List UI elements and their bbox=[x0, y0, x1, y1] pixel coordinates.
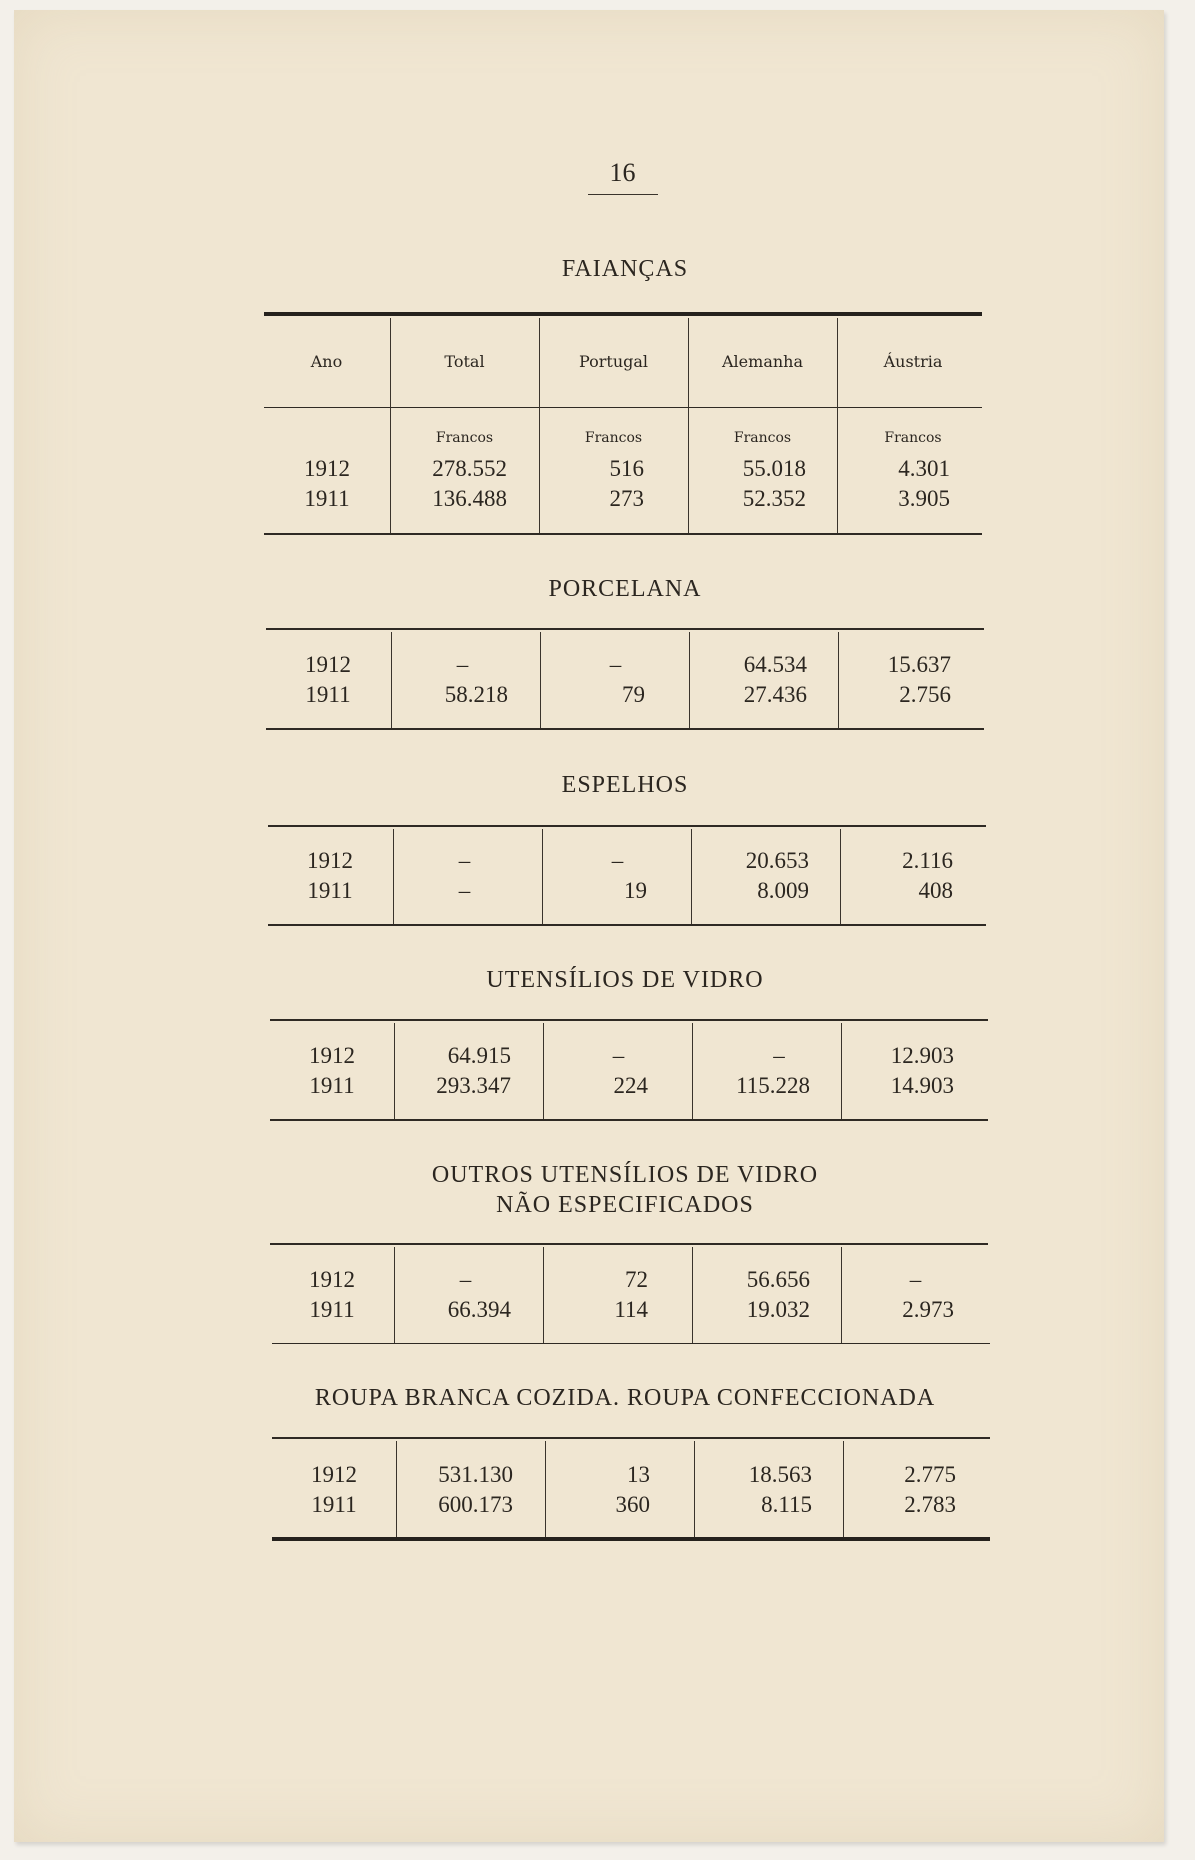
row-year: 1912 bbox=[309, 1267, 355, 1292]
unit-label-alemanha: Francos bbox=[733, 430, 792, 446]
section-top-rule bbox=[266, 628, 984, 630]
column-divider bbox=[694, 1441, 695, 1537]
column-divider bbox=[393, 829, 394, 925]
column-divider bbox=[692, 1023, 693, 1119]
section-title-outros-line-2: NÃO ESPECIFICADOS bbox=[496, 1192, 754, 1218]
section-bottom-rule bbox=[268, 924, 986, 926]
column-divider bbox=[540, 632, 541, 728]
column-divider bbox=[542, 829, 543, 925]
cell-austria: 14.903 bbox=[890, 1073, 954, 1098]
section-title-faiancas: FAIANÇAS bbox=[561, 256, 689, 282]
column-divider bbox=[843, 1441, 844, 1537]
page-number-underline bbox=[588, 194, 658, 195]
cell-alemanha: 20.653 bbox=[745, 848, 809, 873]
cell-total: 64.915 bbox=[447, 1043, 511, 1068]
cell-austria: 2.756 bbox=[899, 682, 951, 707]
cell-alemanha: 55.018 bbox=[742, 456, 806, 481]
cell-austria: 2.116 bbox=[902, 848, 953, 873]
page-number: 16 bbox=[609, 158, 636, 187]
column-header-austria: Áustria bbox=[883, 352, 943, 371]
cell-total: 58.218 bbox=[444, 682, 508, 707]
cell-total: 136.488 bbox=[432, 486, 507, 511]
cell-portugal: 19 bbox=[624, 878, 647, 903]
cell-austria: 15.637 bbox=[887, 652, 951, 677]
cell-total: 66.394 bbox=[447, 1297, 511, 1322]
row-year: 1912 bbox=[305, 652, 351, 677]
section-bottom-rule bbox=[266, 728, 984, 730]
cell-alemanha: 115.228 bbox=[736, 1073, 810, 1098]
section-top-rule bbox=[272, 1437, 990, 1439]
cell-portugal: 224 bbox=[613, 1073, 648, 1098]
column-divider bbox=[539, 318, 540, 533]
cell-portugal: – bbox=[609, 652, 622, 677]
row-year: 1912 bbox=[311, 1462, 357, 1487]
cell-total: – bbox=[456, 652, 469, 677]
cell-portugal: 273 bbox=[609, 486, 644, 511]
cell-austria: 12.903 bbox=[890, 1043, 954, 1068]
row-year: 1912 bbox=[304, 456, 350, 481]
column-divider bbox=[396, 1441, 397, 1537]
cell-austria: 408 bbox=[918, 878, 953, 903]
column-divider bbox=[692, 1247, 693, 1343]
document-page bbox=[14, 10, 1164, 1842]
cell-austria: 2.973 bbox=[902, 1297, 954, 1322]
cell-alemanha: 52.352 bbox=[742, 486, 806, 511]
cell-total: – bbox=[459, 1267, 472, 1292]
cell-total: 531.130 bbox=[438, 1462, 513, 1487]
cell-total: – bbox=[458, 848, 471, 873]
table-top-rule bbox=[264, 312, 982, 316]
section-bottom-rule bbox=[272, 1343, 990, 1344]
cell-austria: 4.301 bbox=[898, 456, 950, 481]
section-top-rule bbox=[268, 825, 986, 827]
column-divider bbox=[394, 1247, 395, 1343]
section-bottom-rule bbox=[270, 1119, 988, 1121]
cell-portugal: 79 bbox=[622, 682, 645, 707]
column-divider bbox=[543, 1247, 544, 1343]
column-divider bbox=[838, 632, 839, 728]
cell-alemanha: 8.009 bbox=[757, 878, 809, 903]
section-title-roupa: ROUPA BRANCA COZIDA. ROUPA CONFECCIONADA bbox=[314, 1385, 936, 1411]
cell-total: – bbox=[458, 878, 471, 903]
cell-alemanha: 27.436 bbox=[743, 682, 807, 707]
cell-total: 278.552 bbox=[432, 456, 507, 481]
unit-label-austria: Francos bbox=[884, 430, 942, 446]
cell-total: 600.173 bbox=[438, 1492, 513, 1517]
row-year: 1911 bbox=[305, 682, 351, 707]
unit-label-portugal: Francos bbox=[584, 430, 643, 446]
cell-alemanha: – bbox=[773, 1043, 785, 1068]
header-separator bbox=[264, 407, 982, 408]
table-bottom-rule bbox=[272, 1537, 990, 1541]
column-divider bbox=[841, 1247, 842, 1343]
column-divider bbox=[545, 1441, 546, 1537]
row-year: 1911 bbox=[309, 1297, 355, 1322]
column-divider bbox=[688, 318, 689, 533]
row-year: 1912 bbox=[309, 1043, 355, 1068]
section-top-rule bbox=[270, 1243, 988, 1245]
cell-austria: 2.783 bbox=[904, 1492, 956, 1517]
cell-portugal: 516 bbox=[609, 456, 644, 481]
cell-austria: 3.905 bbox=[898, 486, 950, 511]
cell-alemanha: 56.656 bbox=[746, 1267, 810, 1292]
section-top-rule bbox=[270, 1019, 988, 1021]
column-divider bbox=[691, 829, 692, 925]
row-year: 1912 bbox=[307, 848, 353, 873]
row-year: 1911 bbox=[304, 486, 350, 511]
column-divider bbox=[394, 1023, 395, 1119]
cell-portugal: 114 bbox=[614, 1297, 648, 1322]
column-header-ano: Ano bbox=[310, 352, 343, 371]
column-header-total: Total bbox=[444, 352, 485, 371]
cell-alemanha: 8.115 bbox=[761, 1492, 812, 1517]
cell-alemanha: 18.563 bbox=[748, 1462, 812, 1487]
column-divider bbox=[391, 632, 392, 728]
cell-portugal: – bbox=[612, 1043, 625, 1068]
section-title-outros-line-1: OUTROS UTENSÍLIOS DE VIDRO bbox=[431, 1162, 819, 1188]
cell-portugal: 13 bbox=[627, 1462, 650, 1487]
cell-alemanha: 19.032 bbox=[746, 1297, 810, 1322]
column-divider bbox=[390, 318, 391, 533]
cell-portugal: – bbox=[611, 848, 624, 873]
cell-alemanha: 64.534 bbox=[743, 652, 807, 677]
column-header-portugal: Portugal bbox=[578, 352, 649, 371]
column-divider bbox=[841, 1023, 842, 1119]
row-year: 1911 bbox=[307, 878, 353, 903]
section-title-porcelana: PORCELANA bbox=[548, 576, 702, 602]
cell-austria: 2.775 bbox=[904, 1462, 956, 1487]
section-title-espelhos: ESPELHOS bbox=[561, 772, 689, 798]
column-divider bbox=[689, 632, 690, 728]
cell-austria: – bbox=[909, 1267, 922, 1292]
cell-portugal: 72 bbox=[625, 1267, 648, 1292]
cell-portugal: 360 bbox=[615, 1492, 650, 1517]
unit-label-total: Francos bbox=[435, 430, 494, 446]
section-bottom-rule bbox=[264, 533, 982, 535]
column-divider bbox=[543, 1023, 544, 1119]
section-title-utensilios-de-vidro: UTENSÍLIOS DE VIDRO bbox=[486, 967, 764, 993]
column-divider bbox=[837, 318, 838, 533]
column-header-alemanha: Alemanha bbox=[722, 352, 803, 371]
column-divider bbox=[840, 829, 841, 925]
row-year: 1911 bbox=[309, 1073, 355, 1098]
row-year: 1911 bbox=[311, 1492, 357, 1517]
cell-total: 293.347 bbox=[436, 1073, 511, 1098]
